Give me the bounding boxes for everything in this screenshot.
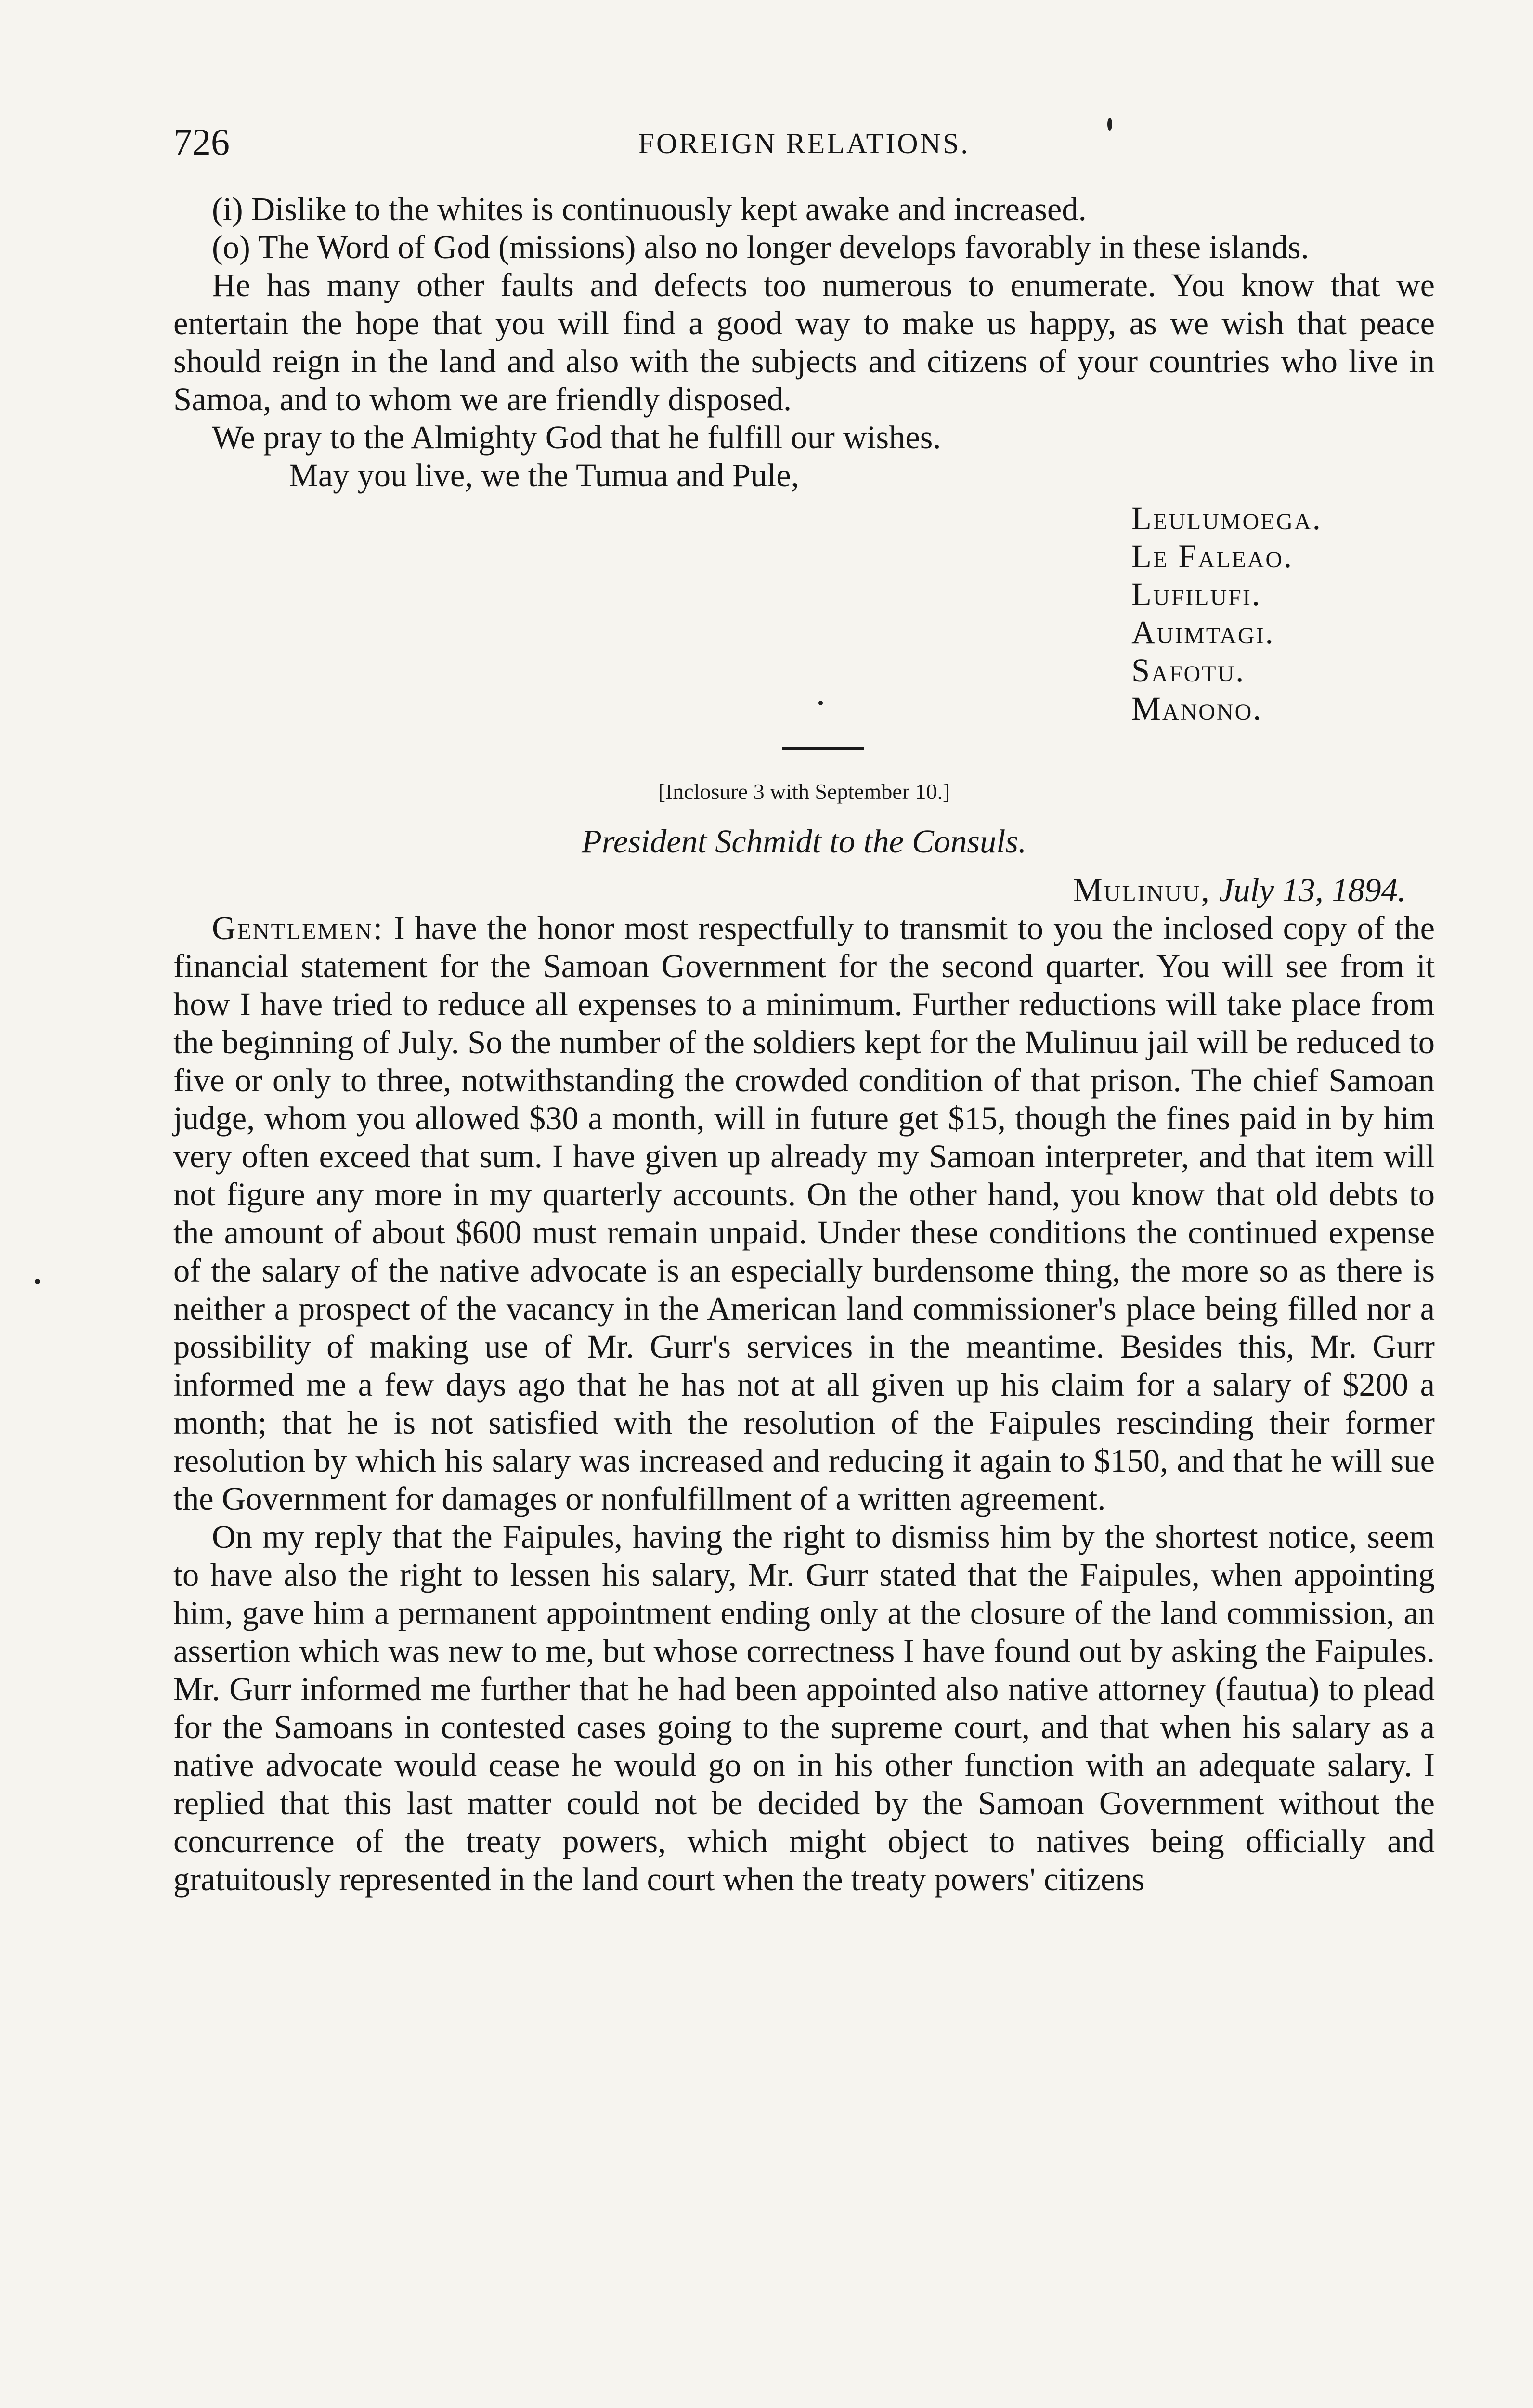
closing-line: May you live, we the Tumua and Pule, <box>289 457 799 494</box>
print-speck <box>818 701 823 705</box>
signatory: Safotu. <box>1131 652 1246 689</box>
list-item-i: (i) Dislike to the whites is continuously kept awake and increased. <box>212 191 1087 227</box>
list-item-o: (o) The Word of God (missions) also no longer develops favorably in these islands. <box>212 229 1309 265</box>
signatory: Lufilufi. <box>1131 576 1261 613</box>
dateline-date: July 13, 1894. <box>1219 872 1406 908</box>
signatory-list <box>173 499 1435 728</box>
letter-paragraph-2: On my reply that the Faipules, having the right to dismiss him by the shortest notice, seem to have also the right to lessen his salary, Mr. Gurr stated that the Faipules, when appointing him, gave him a permanent appointment ending only at the closure of the land commission, an assertion which was new to me, but whose correctness I have found out by asking the Faipules. Mr. Gurr informed me further that he had been appointed also native attorney (fautua) to plead for the Samoans in contested cases going to the supreme court, and that when his salary as a native advocate would cease he would go on in his other function with an adequate salary. I replied that this last matter could not be decided by the Samoan Government without the concurrence of the treaty powers, which might object to natives being officially and gratuitously represented in the land court when the treaty powers' citizens <box>173 1518 1435 1898</box>
print-speck <box>35 1279 40 1284</box>
page-body <box>173 190 1435 1898</box>
letter-paragraph-1 <box>173 909 1435 1518</box>
page-number: 726 <box>173 121 230 163</box>
dateline <box>173 871 1435 909</box>
inclosure-note: [Inclosure 3 with September 10.] <box>658 779 950 804</box>
signatory: Manono. <box>1131 690 1263 727</box>
running-head: FOREIGN RELATIONS. <box>638 128 970 159</box>
paragraph-prayer: We pray to the Almighty God that he fulfill our wishes. <box>212 419 941 456</box>
print-speck <box>1107 118 1112 131</box>
page-header <box>173 120 1435 173</box>
salutation: Gentlemen: <box>212 910 384 946</box>
letter-paragraph-1-text: I have the honor most respectfully to transmit to you the inclosed copy of the financial statement for the Samoan Government for the second quarter. You will see from it how I have tried to reduce all expenses to a minimum. Further reductions will take place from the beginning of July. So the number of the soldiers kept for the Mulinuu jail will be reduced to five or only to three, notwithstanding the crowded condition of that prison. The chief Samoan judge, whom you allowed $30 a month, will in future get $15, though the fines paid in by him very often exceed that sum. I have given up already my Samoan interpreter, and that item will not figure any more in my quarterly accounts. On the other hand, you know that old debts to the amount of about $600 must remain unpaid. Under these conditions the continued expense of the salary of the native advocate is an especially burdensome thing, the more so as there is neither a prospect of the vacancy in the American land commissioner's place being filled nor a possibility of making use of Mr. Gurr's services in the meantime. Besides this, Mr. Gurr informed me a few days ago that he has not at all given up his claim for a salary of $200 a month; that he is not satisfied with the resolution of the Faipules rescinding their former resolution by which his salary was increased and reducing it again to $150, and that he will sue the Government for damages or nonfulfillment of a written agreement. <box>173 910 1435 1517</box>
paragraph-faults: He has many other faults and defects too numerous to enumerate. You know that we entertain the hope that you will find a good way to make us happy, as we wish that peace should reign in the land and also with the subjects and citizens of your countries who live in Samoa, and to whom we are friendly disposed. <box>173 267 1435 418</box>
signatory: Leulumoega. <box>1131 500 1322 537</box>
section-divider <box>782 747 864 750</box>
signatory: Le Faleao. <box>1131 538 1294 575</box>
signatory: Auimtagi. <box>1131 614 1275 651</box>
dateline-place: Mulinuu, <box>1073 872 1211 908</box>
letter-title: President Schmidt to the Consuls. <box>581 823 1027 860</box>
